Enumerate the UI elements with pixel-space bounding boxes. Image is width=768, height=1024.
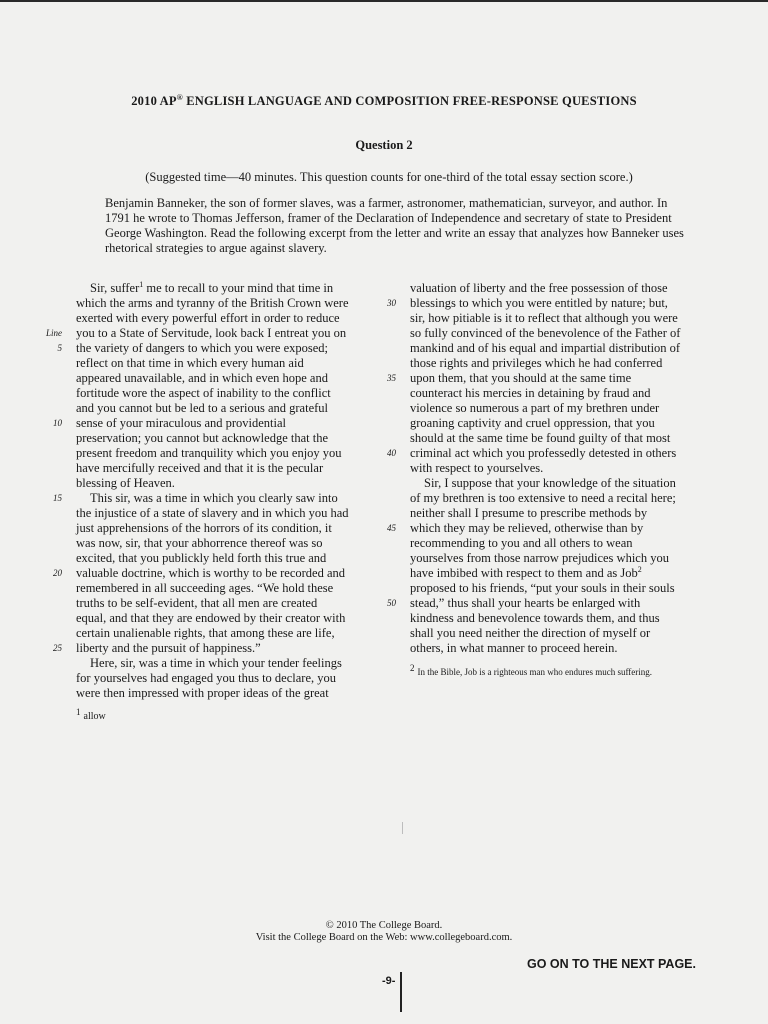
passage-line: liberty and the pursuit of happiness.” 25 xyxy=(76,641,376,656)
passage-line: for yourselves had engaged you thus to declare, you xyxy=(76,671,336,685)
passage-line: Sir, I suppose that your knowledge of the situation xyxy=(424,476,676,490)
passage-line: have imbibed with respect to them and as Job$^2$ xyxy=(410,564,642,580)
passage-line: appeared unavailable, and in which even hope and xyxy=(76,371,328,385)
passage-line: kindness and benevolence towards them, and thus xyxy=(410,611,660,625)
page-title: 2010 AP® ENGLISH LANGUAGE AND COMPOSITION FREE-RESPONSE QUESTIONS xyxy=(131,92,637,108)
line-number: 50 xyxy=(387,598,396,608)
registered-mark: ® xyxy=(176,92,183,102)
passage-line: Here, sir, was a time in which your tender feelings xyxy=(90,656,342,670)
passage-line: others, in what manner to proceed herein. xyxy=(410,641,618,655)
passage-line: you to a State of Servitude, look back I entreat you on Line xyxy=(76,326,376,341)
copyright-notice xyxy=(0,920,768,944)
question-label: Question 2 xyxy=(355,138,413,152)
passage-line: neither shall I presume to prescribe methods by xyxy=(410,506,648,520)
passage-line: of my brethren is too extensive to need a recital here; xyxy=(410,491,676,505)
footnote-marker: 1 xyxy=(139,279,144,289)
footnote-2: $^2$ In the Bible, Job is a righteous man who endures much suffering. xyxy=(410,663,653,677)
line-label: Line xyxy=(45,328,62,338)
passage-line: groaning captivity and cruel oppression, that you xyxy=(410,416,655,430)
passage-line: shall you need neither the direction of myself or xyxy=(410,626,651,640)
line-number: 35 xyxy=(387,373,396,383)
passage-line: violence so numerous a part of my brethren under xyxy=(410,401,660,415)
passage-line: blessings to which you were entitled by nature; but, 30 xyxy=(410,296,710,311)
passage-line: This sir, was a time in which you clearly saw into 15 xyxy=(76,491,376,506)
passage-line: fortitude wore the aspect of inability to the conflict xyxy=(76,386,331,400)
question-prompt: Benjamin Banneker, the son of former slaves, was a farmer, astronomer, mathematician, surveyor, and author. In 1791 he wrote to Thomas Jefferson, framer of the Declaration of Independence and secretary of state to President George Washington. Read the following excerpt from the letter and write an essay that analyzes how Banneker uses rhetorical strategies to argue against slavery. xyxy=(105,196,684,255)
passage-line: which the arms and tyranny of the British Crown were xyxy=(76,296,349,310)
passage-line: those rights and privileges which he had conferred xyxy=(410,356,663,370)
passage-line: exerted with every powerful effort in order to reduce xyxy=(76,311,340,325)
passage-line: excited, that you publickly held forth this true and xyxy=(76,551,327,565)
passage-line: equal, and that they are endowed by their creator with xyxy=(76,611,346,625)
line-number: 25 xyxy=(53,643,62,653)
line-number: 20 xyxy=(53,568,62,578)
passage-line: so fully convinced of the benevolence of the Father of xyxy=(410,326,681,340)
passage-line: remembered in all succeeding ages. “We hold these xyxy=(76,581,334,595)
passage-line: proposed to his friends, “put your souls in their souls xyxy=(410,581,675,595)
passage-line: with respect to yourselves. xyxy=(410,461,544,475)
passage-line: have mercifully received and that it is the pecular xyxy=(76,461,324,475)
passage-line: and you cannot but be led to a serious and grateful xyxy=(76,401,329,415)
passage-line: the variety of dangers to which you were exposed; 5 xyxy=(76,341,376,356)
passage-line: reflect on that time in which every human aid xyxy=(76,356,304,370)
passage-line: sir, how pitiable is it to reflect that although you were xyxy=(410,311,678,325)
passage-line: blessing of Heaven. xyxy=(76,476,175,490)
passage-line: yourselves from those narrow prejudices which you xyxy=(410,551,669,565)
passage-line: sense of your miraculous and providential 10 xyxy=(76,416,376,431)
passage-line: criminal act which you professedly detested in others 40 xyxy=(410,446,710,461)
passage-line: the injustice of a state of slavery and in which you had xyxy=(76,506,349,520)
line-number: 45 xyxy=(387,523,396,533)
footnote-1: $^1$ allow xyxy=(76,707,106,722)
passage-line: counteract his mercies in detaining by fraud and xyxy=(410,386,651,400)
passage-line: certain unalienable rights, that among these are life, xyxy=(76,626,335,640)
passage-line: recommending to you and all others to wean xyxy=(410,536,633,550)
passage-line: valuable doctrine, which is worthy to be recorded and 20 xyxy=(76,566,376,581)
passage-line: should at the same time be found guilty of that most xyxy=(410,431,671,445)
passage-line: Sir, suffer$^1$ me to recall to your mind that time in xyxy=(90,279,334,295)
line-number: 40 xyxy=(387,448,396,458)
passage-line: was now, sir, that your abhorrence thereof was so xyxy=(76,536,323,550)
passage-line: stead,” thus shall your hearts be enlarged with 50 xyxy=(410,596,710,611)
passage-line: preservation; you cannot but acknowledge that the xyxy=(76,431,329,445)
website-line: Visit the College Board on the Web: www.collegeboard.com. xyxy=(255,932,513,943)
binding-mark xyxy=(400,972,402,1012)
line-number: 30 xyxy=(387,298,396,308)
go-on-notice: GO ON TO THE NEXT PAGE. xyxy=(526,957,696,971)
scan-edge xyxy=(0,0,768,2)
suggested-time: (Suggested time—40 minutes. This question counts for one-third of the total essay section score.) xyxy=(145,170,633,184)
passage-line: just apprehensions of the horrors of its condition, it xyxy=(76,521,332,535)
line-number: 10 xyxy=(53,418,62,428)
passage-line: were then impressed with proper ideas of the great xyxy=(76,686,329,700)
scan-mark xyxy=(402,822,403,834)
line-number: 15 xyxy=(53,493,62,503)
page-number: -9- xyxy=(382,975,396,987)
passage-right-column xyxy=(387,281,710,656)
footnote-marker: 2 xyxy=(637,564,642,574)
line-number: 5 xyxy=(57,343,62,353)
passage-line: mankind and of his equal and impartial distribution of xyxy=(410,341,681,355)
passage-line: present freedom and tranquility which you enjoy you xyxy=(76,446,342,460)
passage-line: truths to be self-evident, that all men are created xyxy=(76,596,318,610)
copyright-line: © 2010 The College Board. xyxy=(325,920,443,931)
passage-left-column xyxy=(45,279,376,701)
passage-line: valuation of liberty and the free possession of those xyxy=(410,281,668,295)
passage-line: upon them, that you should at the same time 35 xyxy=(410,371,710,386)
passage-line: which they may be relieved, otherwise than by 45 xyxy=(410,521,710,536)
